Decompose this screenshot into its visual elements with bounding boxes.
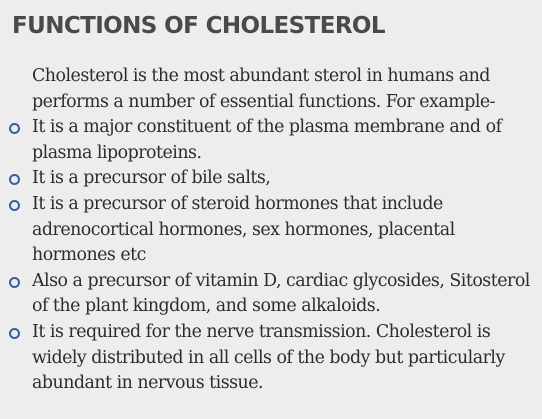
bullet-list [0,115,542,397]
intro-paragraph: Cholesterol is the most abundant sterol in humans and performs a number of essential functions. For example- [32,66,496,112]
list-item [0,166,538,192]
slide-body [0,64,542,397]
hollow-circle-icon [9,277,20,288]
list-item-text: It is a precursor of bile salts, [32,168,271,189]
slide-title: FUNCTIONS OF CHOLESTEROL [12,13,385,39]
hollow-circle-icon [9,200,20,211]
hollow-circle-icon [9,328,20,339]
list-item [0,320,538,397]
list-item [0,192,538,269]
list-item-text: Also a precursor of vitamin D, cardiac glycosides, Sitosterol of the plant kingdom, and some alkaloids. [32,270,530,317]
list-item [0,269,538,320]
list-item [0,115,538,166]
list-item-text: It is a precursor of steroid hormones that include adrenocortical hormones, sex hormones, placental hormones etc [32,193,455,266]
hollow-circle-icon [9,123,20,134]
list-item-text: It is a major constituent of the plasma membrane and of plasma lipoproteins. [32,117,502,163]
list-item-text: It is required for the nerve transmission. Cholesterol is widely distributed in all cells of the body but particularly abundant in nervous tissue. [32,321,505,394]
hollow-circle-icon [9,174,20,185]
